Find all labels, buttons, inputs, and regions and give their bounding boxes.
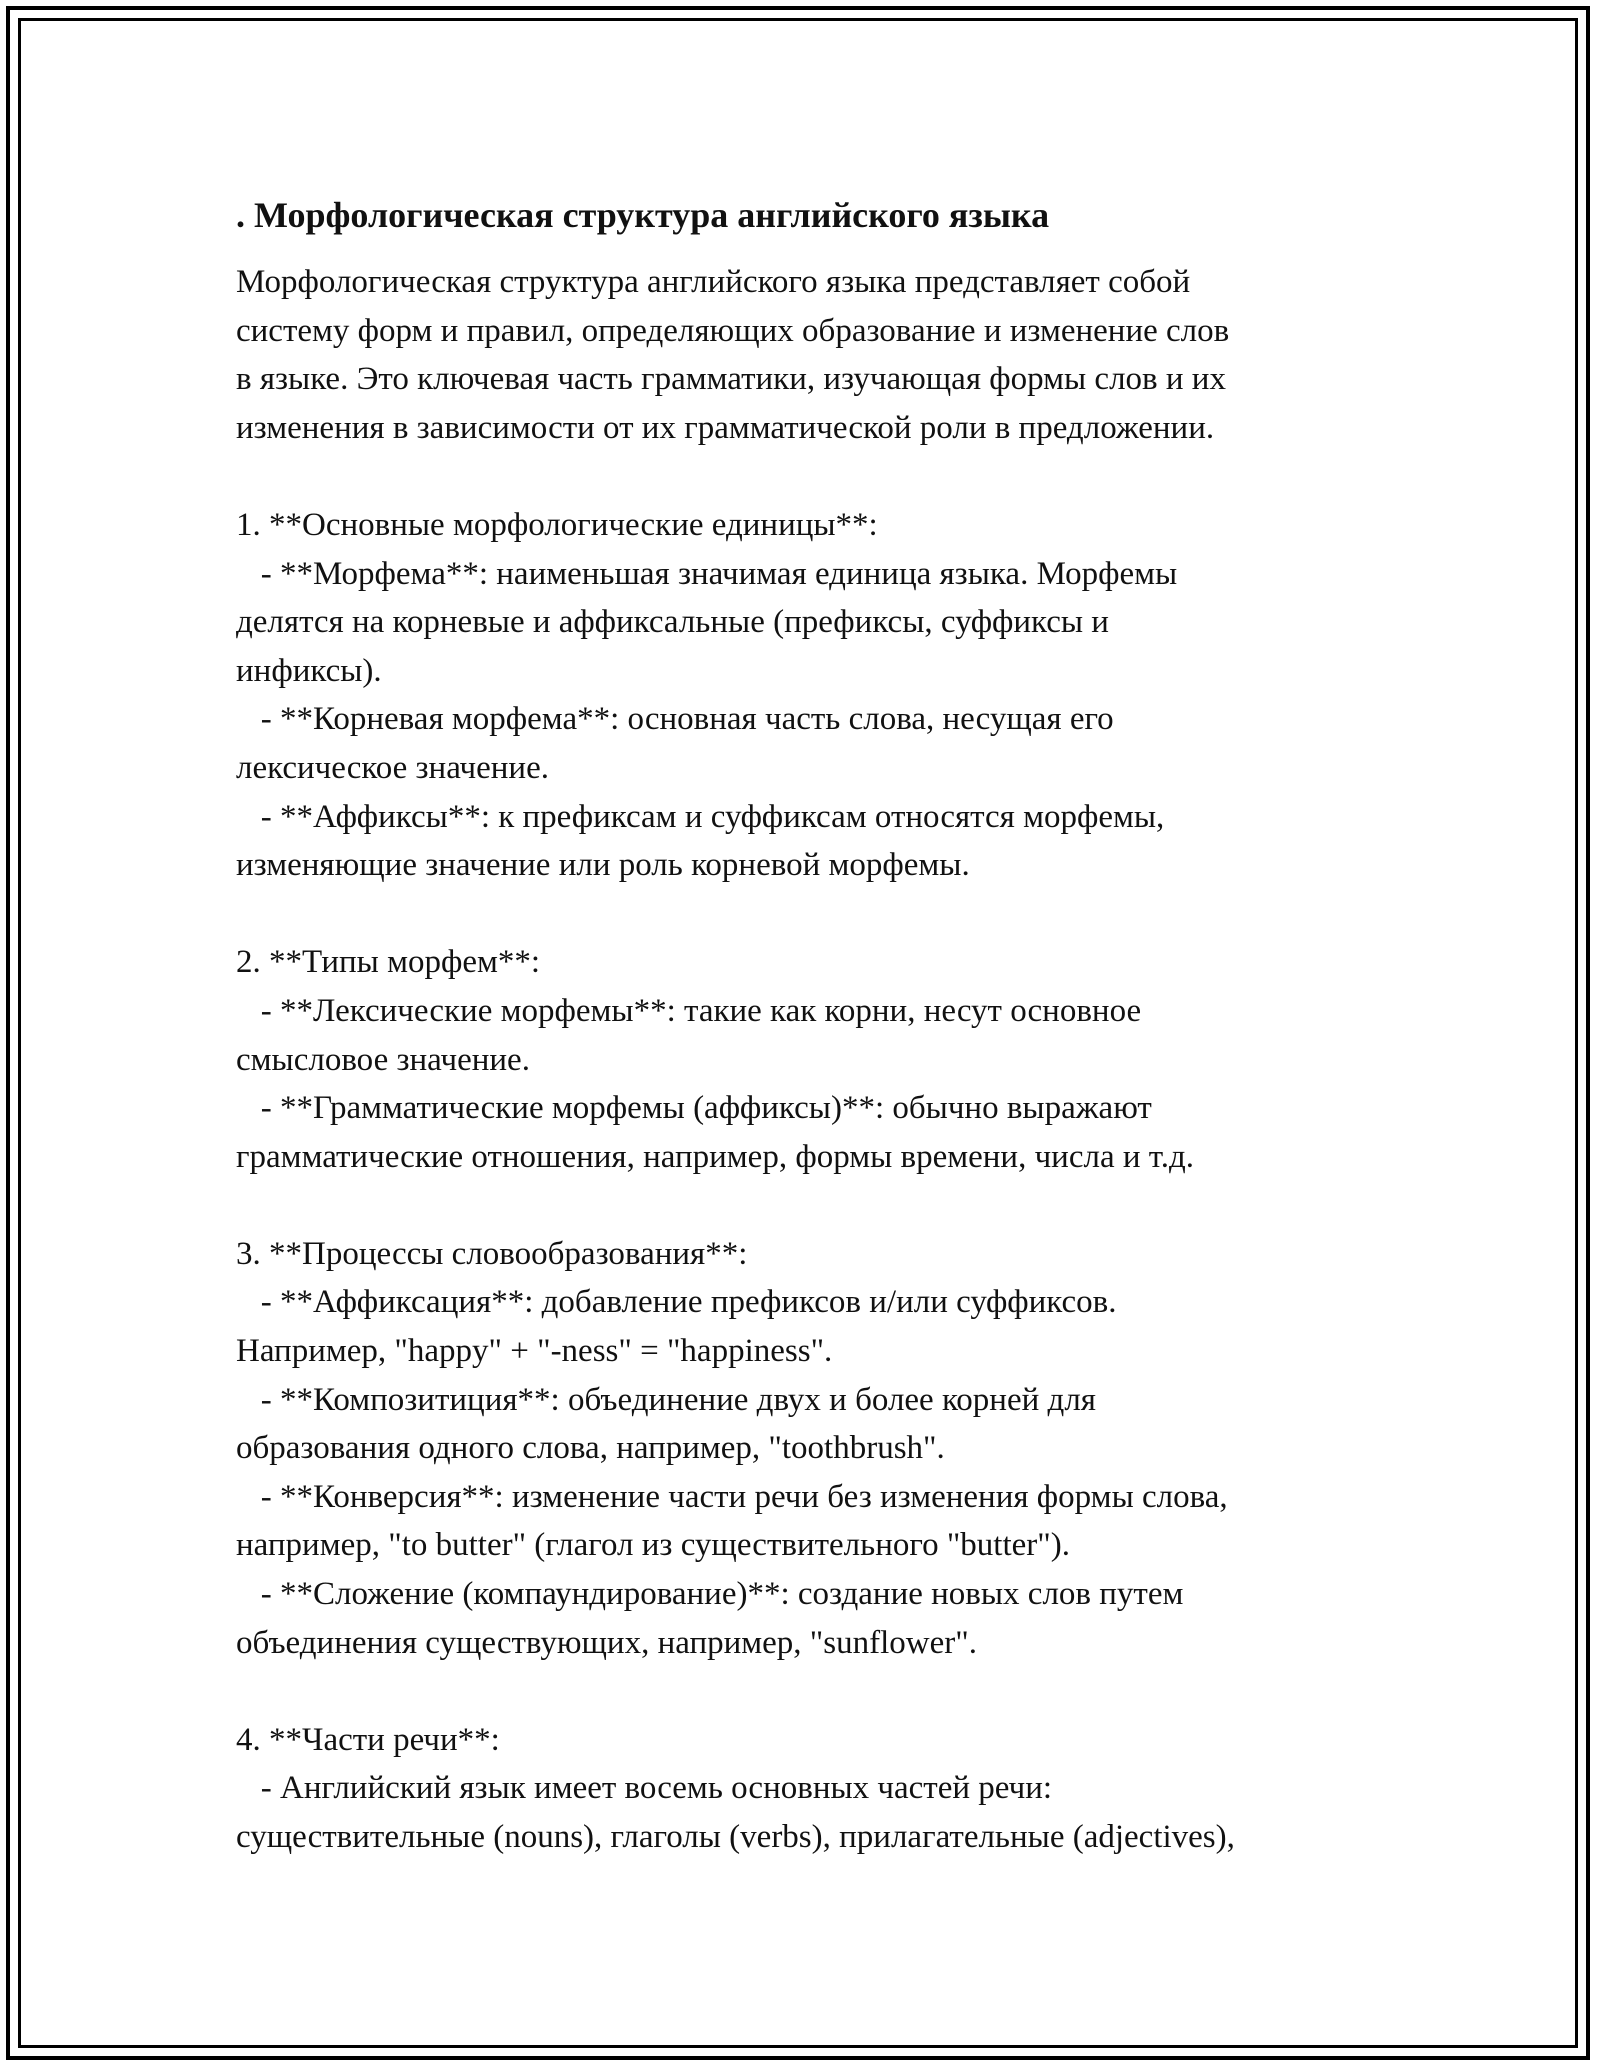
document-page [236,186,1436,1862]
document-body: Морфологическая структура английского языка представляет собой систему форм и правил, определяющих образование и изменение слов в языке. Это ключевая часть грамматики, изучающая формы слов и их изменения в зависимости от их грамматической роли в предложении. 1. **Основные морфологические единицы**: - **Морфема**: наименьшая значимая единица языка. Морфемы делятся на корневые и аффиксальные (префиксы, суффиксы и инфиксы). - **Корневая морфема**: основная часть слова, несущая его лексическое значение. - **Аффиксы**: к префиксам и суффиксам относятся морфемы, изменяющие значение или роль корневой морфемы. 2. **Типы морфем**: - **Лексические морфемы**: такие как корни, несут основное смысловое значение. - **Грамматические морфемы (аффиксы)**: обычно выражают грамматические отношения, например, формы времени, числа и т.д. 3. **Процессы словообразования**: - **Аффиксация**: добавление префиксов и/или суффиксов. Например, "happy" + "-ness" = "happiness". - **Композитиция**: объединение двух и более корней для образования одного слова, например, "toothbrush". - **Конверсия**: изменение части речи без изменения формы слова, например, "to butter" (глагол из существительного "butter"). - **Сложение (компаундирование)**: создание новых слов путем объединения существующих, например, "sunflower". 4. **Части речи**: - Английский язык имеет восемь основных частей речи: существительные (nouns), глаголы (verbs), прилагательные (adjectives), [236,264,1235,1855]
document-title: . Морфологическая структура английского языка [236,195,1050,235]
